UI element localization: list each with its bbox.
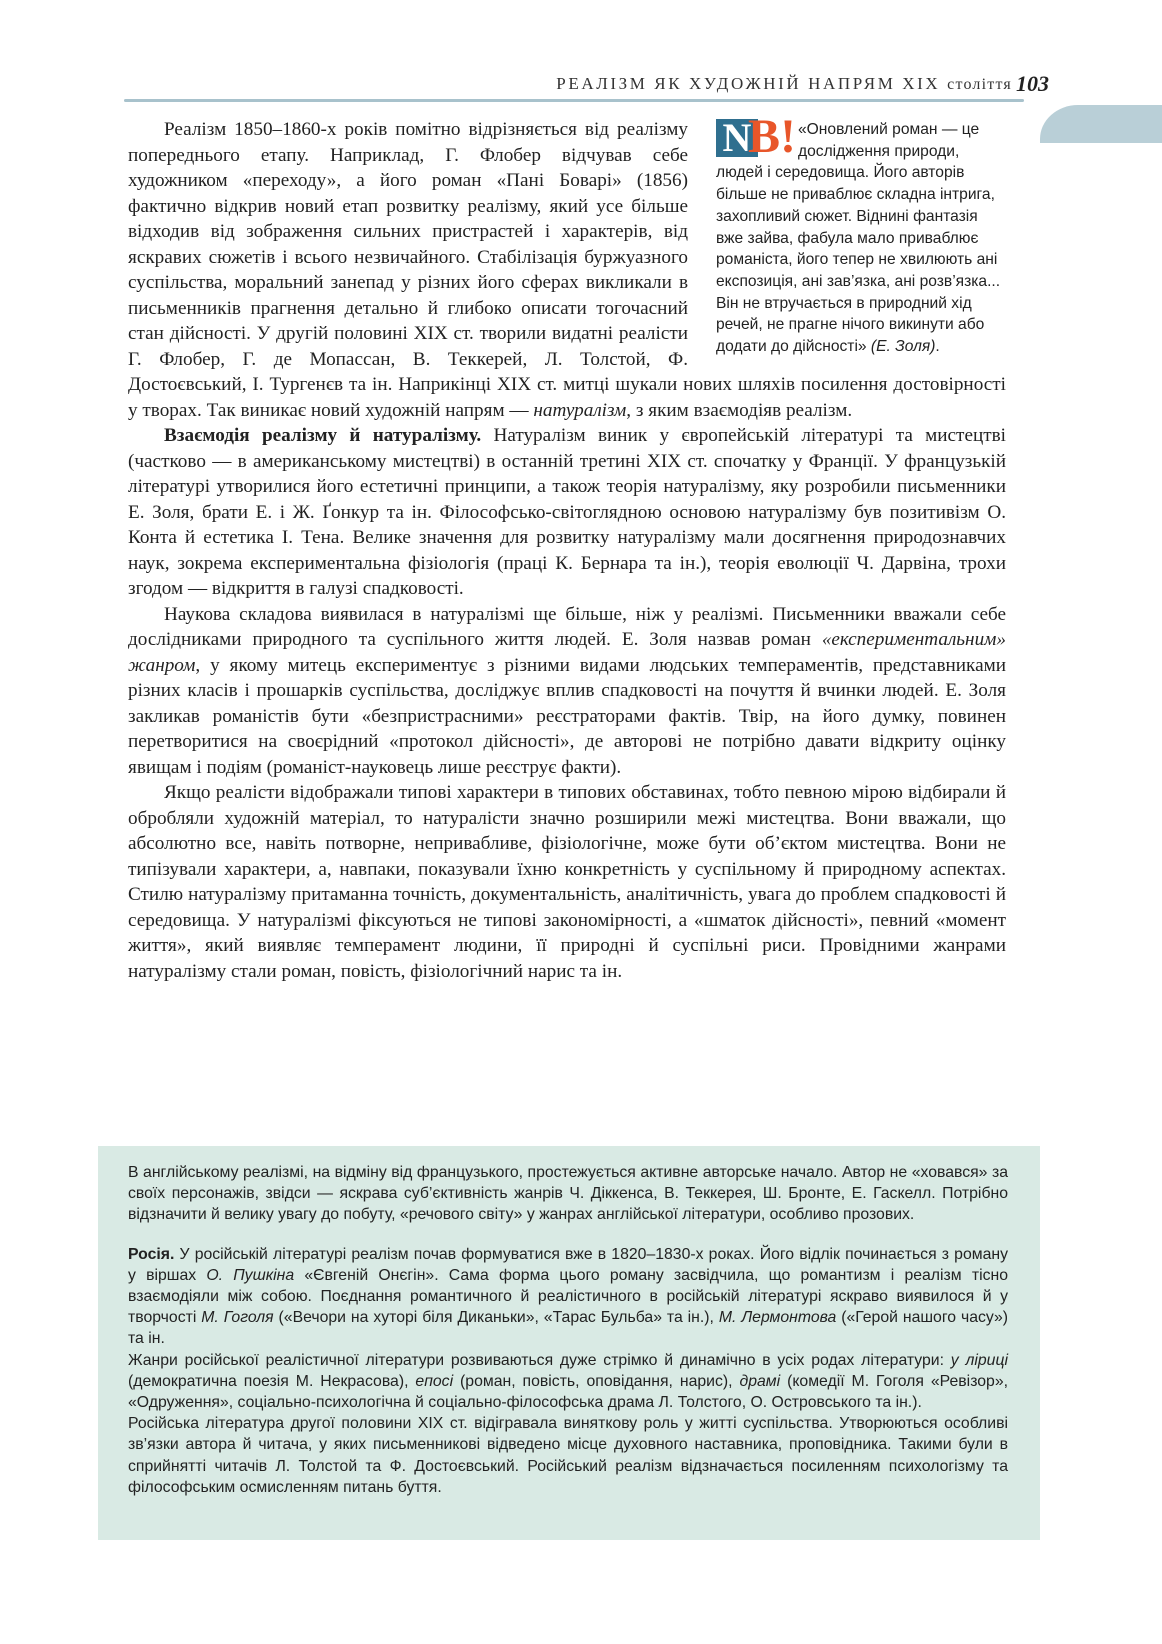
running-header-title [556,74,1012,94]
term-lyric: у ліриці [950,1351,1008,1369]
page-number: 103 [1016,71,1049,96]
nb-logo-b: B! [748,110,796,163]
info-text: Російська література другої половини XIX ст. відігравала виняткову роль у житті суспільства. Утворюються особливі зв’язки автора й читача, у яких письменникові відведено місце духовного наставника, проповідника. Такими були в сприйнятті читачів Л. Толстой та Ф. Достоєвський. Російський реалізм відзначається посиленням психологізму та філософським осмисленням питань буття. [128,1415,1008,1496]
main-text [128,110,1007,984]
nb-quote-end: . [935,338,940,356]
author-lermontov: М. Лермонтова [718,1309,837,1327]
paragraph-text: Реалізм 1850–1860-х років помітно відрізняється від реалізму попереднього етапу. Наприклад, Г. Флобер відчував себе художником «переходу», а його роман «Пані Боварі» (1856) фактично відкрив новий етап розвитку реалізму, який усе більше відходив від зображення сильних пристрастей і характерів, від яскравих сюжетів і всього незвичайного. Стабілізація буржуазного суспільства, моральний занепад у різних його сферах викликали в письменників прагнення детально й глибоко описати тогочасний стан дійсності. У другій половині XIX ст. творили видатні реалісти Г. Флобер, Г. де Мопассан, В. Теккерей, Л. Толстой, Ф. Достоєвський, І. Тургенєв та ін. Наприкінці XIX ст. митці шукали нових шляхів посилення достовірності у творах. Так виникає новий художній напрям — [128,119,1006,421]
paragraph-text-end: , з яким взаємодіяв реалізм. [626,399,853,421]
header-title-main: РЕАЛІЗМ ЯК ХУДОЖНІЙ НАПРЯМ XIX [556,74,941,93]
paragraph-text-end: , у якому митець експериментує з різними видами людських темпераментів, представниками різних класів і прошарків суспільства, досліджує вплив спадковості на почуття й вчинки людей. Е. Золя закликав романістів бути «безпристрасними» реєстраторами фактів. Твір, на його думку, повинен перетворитися на своєрідний «протокол дійсності», де авторові не потрібно давати відкриту оцінку явищам і подіям (романіст-науковець лише реєструє факти). [128,654,1006,778]
info-text: («Герой нашого часу») та ін. [128,1309,1008,1348]
nb-logo-n: N [716,119,758,157]
header-tab-decoration [1040,105,1162,143]
paragraph-text: Якщо реалісти відображали типові характери в типових обставинах, тобто певною мірою відбирали й обробляли художній матеріал, то натуралісти значно розширили межі мистецтва. Вони вважали, що абсолютно все, навіть потворне, непривабливе, фізіологічне, може бути об’єктом мистецтва. Вони не типізували характери, а, навпаки, показували їхню конкретність у суспільному й природному аспектах. Стилю натуралізму притаманна точність, документальність, аналітичність, увага до проблем спадковості й середовища. У натуралізмі фіксуються не типові закономірності, а «шматок дійсності», певний «момент життя», який виявляє темперамент людини, її природні й суспільні риси. Провідними жанрами натуралізму стали роман, повість, фізіологічний нарис та ін. [128,782,1006,982]
info-text: (демократична поезія М. Некрасова), [128,1372,416,1390]
info-gap [128,1226,1008,1244]
info-text: («Вечори на хуторі біля Диканьки», «Тарас Бульба» та ін.), [273,1309,719,1327]
info-russia [128,1244,1008,1350]
info-box [98,1146,1040,1540]
term-drama: драмі [739,1372,781,1390]
info-english-realism [128,1162,1008,1226]
info-text: (комедії М. Гоголя «Ревізор», «Одруження», соціально-психологічна й соціально-філософська драма Л. Толстого, О. Островського та ін.). [128,1372,1009,1412]
nb-logo-icon [716,110,796,163]
nb-quote-box [716,110,1006,358]
info-text: Жанри російської реалістичної літератури розвиваються дуже стрімко й динамічно в усіх родах літератури: [128,1351,951,1369]
author-pushkin: О. Пушкіна [206,1266,295,1284]
paragraph-text: Наукова складова виявилася в натуралізмі ще більше, ніж у реалізмі. Письменники вважали себе дослідниками природного та суспільного життя людей. Е. Золя назвав роман [128,603,1006,650]
info-russian-literature-role [128,1413,1008,1498]
author-gogol: М. Гоголя [201,1309,274,1327]
paragraph-scientific [128,602,1006,781]
info-russia-heading: Росія. [128,1245,175,1263]
header-rule [124,99,1024,102]
info-text: У російській літературі реалізм почав формуватися вже в 1820–1830-х роках. Його відлік починається з роману у віршах [128,1245,1008,1284]
info-genres [128,1350,1008,1414]
running-header [0,0,1162,110]
info-text: «Євгеній Онєгін». Сама форма цього роману засвідчила, що романтизм і реалізм тісно взаємодіяли між собою. Поєднання романтичного й реалістичного в російській літературі яскраво виявилося й у творчості [128,1266,1008,1327]
nb-quote-text: «Оновлений роман — це дослідження природи, людей і середовища. Його авторів більше не приваблює складна інтрига, захопливий сюжет. Віднині фантазія вже зайва, фабула мало приваблює романіста, його тепер не хвилюють ані експозиція, ані зав’язка, ані розв’язка... Він не втручається в природний хід речей, не прагне нічого викинути або додати до дійсності» [716,121,1001,356]
header-title-suffix: століття [947,76,1012,93]
info-box-content [128,1162,1008,1498]
term-naturalism: натуралізм [533,399,627,421]
paragraph-interaction [128,423,1006,602]
info-text: (роман, повість, оповідання, нарис), [453,1372,740,1390]
term-experimental-genre: «експериментальним» жанром [128,629,1006,676]
info-text: В англійському реалізмі, на відміну від французького, простежується активне авторське начало. Автор не «ховався» за своїх персонажів, звідси — яскрава суб’єктивність жанрів Ч. Діккенса, В. Теккерея, Ш. Бронте, Е. Гаскелл. Потрібно відзначити й велику увагу до побуту, «речового світу» у жанрах англійської літератури, особливо прозових. [128,1164,1008,1224]
paragraph-text: Натуралізм виник у європейській літературі та мистецтві (частково — в американському мистецтві) в останній третині XIX ст. спочатку у Франції. У французькій літературі утворилися його естетичні принципи, а також теорія натуралізму, яку розробили письменники Е. Золя, брати Е. і Ж. Ґонкур та ін. Філософсько-світоглядною основою натуралізму був позитивізм О. Конта й естетика І. Тена. Велике значення для розвитку натуралізму мали досягнення природознавчих наук, зокрема експериментальна фізіологія (праці К. Бернара та ін.), теорія еволюції Ч. Дарвіна, трохи згодом — відкриття в галузі спадковості. [128,425,1007,599]
section-heading-interaction: Взаємодія реалізму й натуралізму. [164,425,482,446]
paragraph-realists-vs-naturalists [128,780,1006,984]
term-epic: епосі [415,1372,454,1390]
nb-quote-source: (Е. Золя) [870,338,936,356]
